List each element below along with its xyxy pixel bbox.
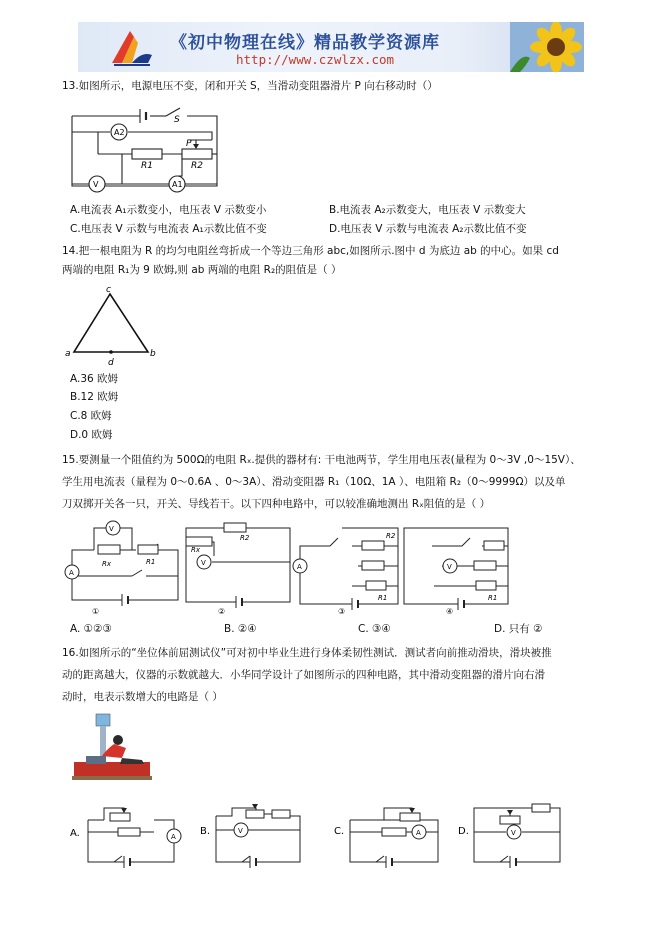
q13-stem: 13.如图所示，电源电压不变，闭和开关 S，当滑动变阻器滑片 P 向右移动时（） (62, 80, 438, 92)
q16-stem-line2: 动的距离越大，仪器的示数就越大．小华同学设计了如图所示的四种电路，其中滑动变阻器的滑片向右滑 (62, 669, 545, 681)
q16-c-meter-label: A (416, 829, 421, 837)
q15-c1-rx (98, 545, 120, 554)
q16-stem-line1: 16.如图所示的“坐位体前屈测试仪”可对初中毕业生进行身体柔韧性测试．测试者向前推动滑块，滑块被推 (62, 647, 552, 659)
q14-option-a[interactable]: A.36 欧姆 (70, 373, 119, 385)
q15-c1-a-label: A (69, 569, 74, 577)
q13-option-a[interactable]: A.电流表 A₁示数变小，电压表 V 示数变小 (70, 204, 267, 216)
q15-option-c[interactable]: C. ③④ (358, 623, 391, 635)
q13-r1-resistor (132, 149, 162, 159)
q14-label-d: d (108, 358, 114, 368)
q13-label-s: S (174, 115, 180, 125)
q15-circuit-num-4: ④ (446, 607, 454, 616)
q16-d-rheostat (500, 816, 520, 824)
q14-label-a: a (65, 349, 71, 359)
q15-c2-rx (186, 537, 212, 546)
q14-option-d[interactable]: D.0 欧姆 (70, 429, 113, 441)
q15-c2-r2-label: R2 (240, 534, 250, 542)
q15-c2-r2 (224, 523, 246, 532)
q16-circuit-diagrams (66, 796, 636, 876)
q15-option-d[interactable]: D. 只有 ② (494, 623, 543, 635)
q15-stem-line1: 15.要测量一个阻值约为 500Ω的电阻 Rₓ.提供的器材有: 干电池两节，学生用电压表(量程为 0～3V ,0～15V）、 (62, 454, 581, 466)
q15-option-a[interactable]: A. ①②③ (70, 623, 112, 635)
q15-stem-line2: 学生用电流表（量程为 0～0.6A 、0～3A）、滑动变阻器 R₁（10Ω、1A ）、电阻箱 R₂（0～9999Ω）以及单 (62, 476, 566, 488)
q16-stem-line3: 动时，电表示数增大的电路是（ ） (62, 691, 223, 703)
q15-c1-v-label: V (109, 525, 114, 533)
q15-c4-v-label: V (447, 563, 452, 571)
q13-label-p: P (186, 139, 192, 149)
q15-c1-r1 (138, 545, 158, 554)
q14-stem-line1: 14.把一根电阻为 R 的均匀电阻丝弯折成一个等边三角形 abc,如图所示.图中 d 为底边 ab 的中心。如果 cd (62, 245, 559, 257)
q16-a-rheostat (110, 813, 130, 821)
q14-option-b[interactable]: B.12 欧姆 (70, 391, 119, 403)
q16-test-device-photo (66, 706, 158, 786)
q15-c1-r1-label: R1 (146, 558, 156, 566)
q13-label-a1: A1 (172, 180, 183, 189)
sunflower-icon (510, 22, 584, 72)
q15-c4-r2 (484, 541, 504, 550)
q16-a-resistor (118, 828, 140, 836)
q15-stem-line3: 刀双掷开关各一只，开关、导线若干。以下四种电路中，可以较准确地测出 Rₓ阻值的是（ ） (62, 498, 491, 510)
q15-option-b[interactable]: B. ②④ (224, 623, 257, 635)
banner-url[interactable]: http://www.czwlzx.com (236, 52, 395, 67)
q15-c4-rx (474, 561, 496, 570)
q13-option-b[interactable]: B.电流表 A₂示数变大，电压表 V 示数变大 (329, 204, 526, 216)
q15-circuit-num-3: ③ (338, 607, 346, 616)
banner-title: 《初中物理在线》精品教学资源库 (170, 33, 440, 53)
q16-c-rheostat (400, 813, 420, 821)
q16-c-resistor (382, 828, 406, 836)
site-logo-icon (108, 25, 154, 69)
header-banner (78, 22, 584, 72)
q13-r2-rheostat (182, 149, 212, 159)
q15-c3-r1-label: R1 (378, 594, 388, 602)
q15-c1-rx-label: Rx (102, 560, 112, 568)
q14-label-c: c (106, 285, 111, 295)
q15-c3-r1 (366, 581, 386, 590)
q15-circuit-num-1: ① (92, 607, 100, 616)
q13-circuit-diagram (62, 96, 232, 196)
q15-c4-r1-label: R1 (488, 594, 498, 602)
q15-c3-a-label: A (297, 563, 302, 571)
q14-triangle-diagram (62, 282, 162, 368)
q13-option-d[interactable]: D.电压表 V 示数与电流表 A₂示数比值不变 (329, 223, 527, 235)
q14-stem-line2: 两端的电阻 R₁为 9 欧姆,则 ab 两端的电阻 R₂的阻值是（ ） (62, 264, 342, 276)
q16-b-rheostat (246, 810, 264, 818)
q16-a-meter-label: A (171, 833, 176, 841)
q15-c2-rx-label: Rx (191, 546, 201, 554)
q16-option-d[interactable]: D. (458, 826, 469, 837)
q16-b-meter-label: V (238, 827, 243, 835)
q16-d-resistor (532, 804, 550, 812)
q16-d-meter-label: V (511, 829, 516, 837)
q16-option-c[interactable]: C. (334, 826, 345, 837)
q15-circuit-diagrams (62, 516, 512, 616)
q15-c3-rx (362, 561, 384, 570)
q13-option-c[interactable]: C.电压表 V 示数与电流表 A₁示数比值不变 (70, 223, 267, 235)
q16-option-b[interactable]: B. (200, 826, 211, 837)
q16-option-a[interactable]: A. (70, 828, 80, 839)
q13-label-r2: R2 (191, 161, 203, 171)
q15-c4-r1 (476, 581, 496, 590)
q16-b-resistor (272, 810, 290, 818)
q15-c3-r2-label: R2 (386, 532, 396, 540)
q14-label-b: b (150, 349, 156, 359)
q14-option-c[interactable]: C.8 欧姆 (70, 410, 112, 422)
q15-c3-r2 (362, 541, 384, 550)
q13-label-v: V (93, 180, 99, 189)
q13-label-r1: R1 (141, 161, 153, 171)
q15-circuit-num-2: ② (218, 607, 226, 616)
q13-label-a2: A2 (114, 128, 125, 137)
q15-c2-v-label: V (201, 559, 206, 567)
